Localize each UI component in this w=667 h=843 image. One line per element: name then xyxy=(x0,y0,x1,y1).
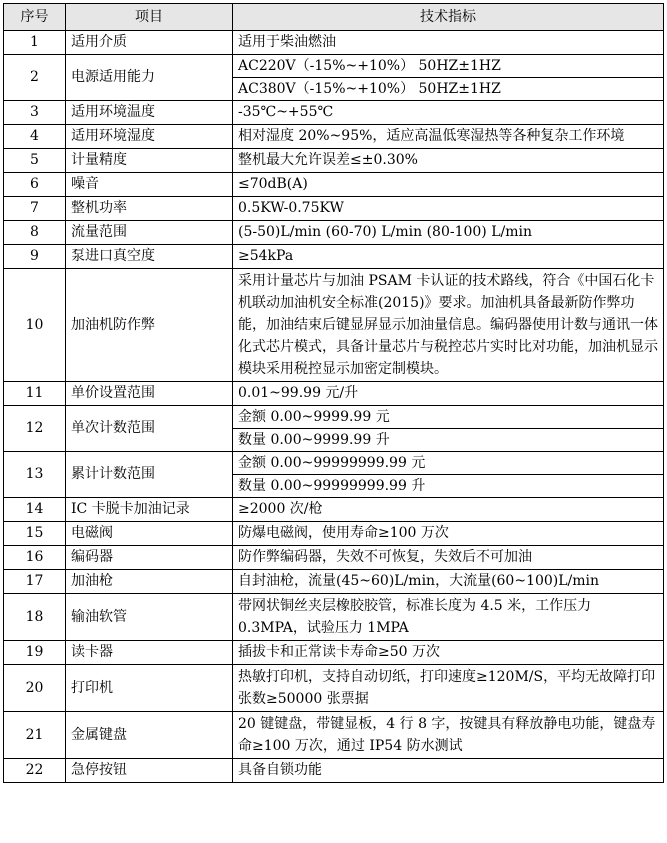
row-spec: 整机最大允许误差≤±0.30% xyxy=(233,149,664,173)
row-item: 读卡器 xyxy=(66,641,233,665)
table-row xyxy=(4,31,664,55)
row-spec: AC220V（-15%~+10%） 50HZ±1HZ xyxy=(233,55,664,78)
row-item: 泵进口真空度 xyxy=(66,245,233,269)
table-row xyxy=(4,712,664,759)
row-number: 18 xyxy=(4,594,66,641)
table-row xyxy=(4,665,664,712)
row-number: 15 xyxy=(4,522,66,546)
row-item: 累计计数范围 xyxy=(66,452,233,498)
row-item: 适用介质 xyxy=(66,31,233,55)
row-number: 10 xyxy=(4,269,66,382)
table-row xyxy=(4,452,664,475)
table-row xyxy=(4,173,664,197)
row-item: 加油机防作弊 xyxy=(66,269,233,382)
row-number: 9 xyxy=(4,245,66,269)
row-number: 1 xyxy=(4,31,66,55)
table-row xyxy=(4,522,664,546)
row-spec: AC380V（-15%~+10%） 50HZ±1HZ xyxy=(233,78,664,101)
row-spec: 相对湿度 20%~95%，适应高温低寒湿热等各种复杂工作环境 xyxy=(233,125,664,149)
row-spec: 具备自锁功能 xyxy=(233,759,664,783)
row-number: 3 xyxy=(4,101,66,125)
row-item: 编码器 xyxy=(66,546,233,570)
row-item: 整机功率 xyxy=(66,197,233,221)
row-item: 打印机 xyxy=(66,665,233,712)
header-item: 项目 xyxy=(66,4,233,31)
table-row xyxy=(4,55,664,78)
table-row xyxy=(4,570,664,594)
row-item: 输油软管 xyxy=(66,594,233,641)
row-item: 流量范围 xyxy=(66,221,233,245)
row-item: 单价设置范围 xyxy=(66,382,233,406)
row-number: 19 xyxy=(4,641,66,665)
row-item: 适用环境湿度 xyxy=(66,125,233,149)
row-spec: 0.01~99.99 元/升 xyxy=(233,382,664,406)
row-number: 8 xyxy=(4,221,66,245)
row-spec: ≥2000 次/枪 xyxy=(233,498,664,522)
row-spec: 数量 0.00~99999999.99 升 xyxy=(233,475,664,498)
row-item: 加油枪 xyxy=(66,570,233,594)
row-number: 11 xyxy=(4,382,66,406)
row-number: 7 xyxy=(4,197,66,221)
table-row xyxy=(4,101,664,125)
row-spec: (5-50)L/min (60-70) L/min (80-100) L/min xyxy=(233,221,664,245)
row-spec: 热敏打印机，支持自动切纸，打印速度≥120M/S，平均无故障打印张数≥50000 张票据 xyxy=(233,665,664,712)
row-number: 13 xyxy=(4,452,66,498)
row-spec: 防作弊编码器，失效不可恢复，失效后不可加油 xyxy=(233,546,664,570)
table-row xyxy=(4,125,664,149)
table-row xyxy=(4,498,664,522)
row-number: 16 xyxy=(4,546,66,570)
table-row xyxy=(4,149,664,173)
row-item: IC 卡脱卡加油记录 xyxy=(66,498,233,522)
row-item: 电源适用能力 xyxy=(66,55,233,101)
row-spec: 插拔卡和正常读卡寿命≥50 万次 xyxy=(233,641,664,665)
header-no: 序号 xyxy=(4,4,66,31)
row-spec: 采用计量芯片与加油 PSAM 卡认证的技术路线，符合《中国石化卡机联动加油机安全标准(2015)》要求。加油机具备最新防作弊功能，加油结束后键显屏显示加油量信息。编码器使用计数与通讯一体化式芯片模式，具备计量芯片与税控芯片实时比对功能，加油机显示模块采用税控显示加密定制模块。 xyxy=(233,269,664,382)
table-row xyxy=(4,269,664,382)
row-spec: 20 键键盘，带键显板，4 行 8 字，按键具有释放静电功能，键盘寿命≥100 万次，通过 IP54 防水测试 xyxy=(233,712,664,759)
table-row xyxy=(4,197,664,221)
header-row xyxy=(4,4,664,31)
row-spec: 自封油枪，流量(45~60)L/min，大流量(60~100)L/min xyxy=(233,570,664,594)
row-spec: 金额 0.00~9999.99 元 xyxy=(233,406,664,429)
table-row xyxy=(4,594,664,641)
table-row xyxy=(4,546,664,570)
row-number: 5 xyxy=(4,149,66,173)
row-number: 17 xyxy=(4,570,66,594)
row-item: 金属键盘 xyxy=(66,712,233,759)
row-number: 14 xyxy=(4,498,66,522)
row-number: 20 xyxy=(4,665,66,712)
row-number: 4 xyxy=(4,125,66,149)
row-item: 急停按钮 xyxy=(66,759,233,783)
table-row xyxy=(4,641,664,665)
table-row xyxy=(4,759,664,783)
row-spec: -35℃~+55℃ xyxy=(233,101,664,125)
row-number: 2 xyxy=(4,55,66,101)
row-spec: 0.5KW-0.75KW xyxy=(233,197,664,221)
row-spec: 防爆电磁阀，使用寿命≥100 万次 xyxy=(233,522,664,546)
row-item: 适用环境温度 xyxy=(66,101,233,125)
row-item: 电磁阀 xyxy=(66,522,233,546)
spec-table xyxy=(3,3,664,783)
row-item: 单次计数范围 xyxy=(66,406,233,452)
table-row xyxy=(4,406,664,429)
row-spec: ≤70dB(A) xyxy=(233,173,664,197)
table-row xyxy=(4,382,664,406)
row-spec: 适用于柴油燃油 xyxy=(233,31,664,55)
header-spec: 技术指标 xyxy=(233,4,664,31)
row-spec: 带网状铜丝夹层橡胶胶管，标准长度为 4.5 米，工作压力 0.3MPA，试验压力 1MPA xyxy=(233,594,664,641)
table-row xyxy=(4,221,664,245)
row-number: 12 xyxy=(4,406,66,452)
row-number: 21 xyxy=(4,712,66,759)
row-spec: ≥54kPa xyxy=(233,245,664,269)
row-number: 22 xyxy=(4,759,66,783)
row-item: 计量精度 xyxy=(66,149,233,173)
row-number: 6 xyxy=(4,173,66,197)
table-row xyxy=(4,245,664,269)
row-spec: 金额 0.00~99999999.99 元 xyxy=(233,452,664,475)
row-spec: 数量 0.00~9999.99 升 xyxy=(233,429,664,452)
row-item: 噪音 xyxy=(66,173,233,197)
